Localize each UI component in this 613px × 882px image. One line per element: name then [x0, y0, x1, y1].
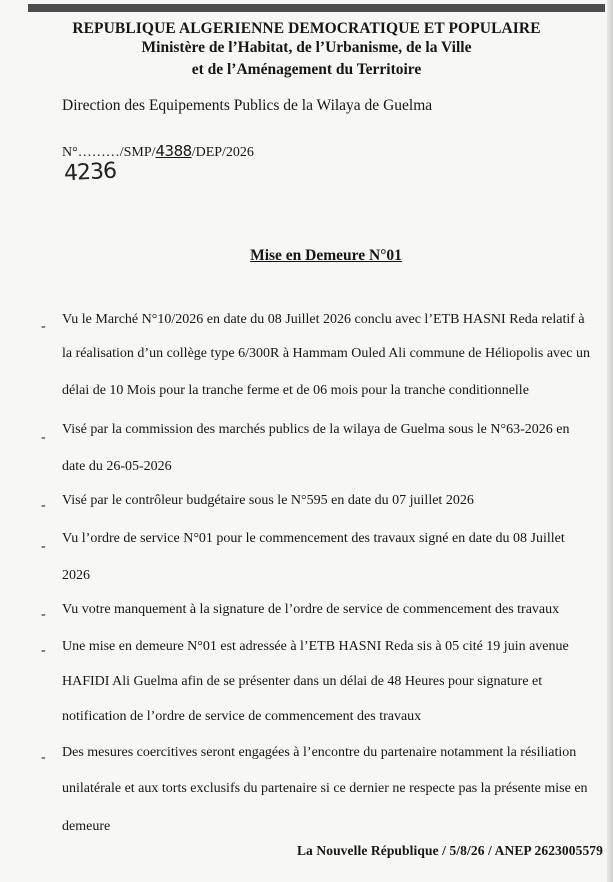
- item-line: Vu votre manquement à la signature de l’ordre de service de commencement des travaux: [62, 602, 560, 617]
- reference-suffix: /DEP/2026: [191, 145, 254, 160]
- header-republic: REPUBLIQUE ALGERIENNE DEMOCRATIQUE ET POPULAIRE: [72, 20, 541, 37]
- bullet-dash: -: [41, 643, 46, 658]
- bullet-dash: -: [41, 750, 46, 765]
- item-line: Une mise en demeure N°01 est adressée à l’ETB HASNI Reda sis à 05 cité 19 juin avenue: [62, 639, 569, 654]
- reference-prefix: N°………/SMP/: [62, 145, 156, 160]
- item-line: Visé par le contrôleur budgétaire sous le N°595 en date du 07 juillet 2026: [62, 493, 474, 508]
- item-line: HAFIDI Ali Guelma afin de se présenter dans un délai de 48 Heures pour signature et: [62, 674, 543, 689]
- item-line: notification de l’ordre de service de commencement des travaux: [62, 709, 422, 724]
- reference-handwritten-number: 4388: [155, 142, 192, 160]
- item-line: délai de 10 Mois pour la tranche ferme et de 06 mois pour la tranche conditionnelle: [62, 383, 529, 398]
- header-ministry-continued: et de l’Aménagement du Territoire: [191, 61, 422, 78]
- item-line: date du 26-05-2026: [62, 459, 172, 474]
- item-line: unilatérale et aux torts exclusifs du partenaire si ce dernier ne respecte pas la présente mise en: [62, 781, 588, 796]
- item-line: 2026: [62, 568, 90, 583]
- item-line: la réalisation d’un collège type 6/300R à Hammam Ouled Ali commune de Héliopolis avec un: [62, 346, 590, 361]
- item-line: Vu l’ordre de service N°01 pour le commencement des travaux signé en date du 08 Juillet: [62, 531, 565, 546]
- document-title: Mise en Demeure N°01: [250, 247, 402, 264]
- bullet-dash: -: [41, 498, 46, 513]
- item-line: demeure: [62, 819, 111, 834]
- reference-line: [62, 142, 254, 161]
- bullet-dash: -: [41, 539, 46, 554]
- bullet-dash: -: [41, 430, 46, 445]
- item-line: Visé par la commission des marchés publics de la wilaya de Guelma sous le N°63-2026 en: [62, 422, 570, 437]
- bullet-dash: -: [41, 319, 46, 334]
- item-line: Des mesures coercitives seront engagées à l’encontre du partenaire notamment la résiliation: [62, 745, 577, 760]
- scan-top-border: [28, 4, 605, 12]
- item-line: Vu le Marché N°10/2026 en date du 08 Juillet 2026 conclu avec l’ETB HASNI Reda relatif à: [62, 312, 585, 327]
- handwritten-annotation: 4236: [63, 158, 117, 187]
- header-ministry: Ministère de l’Habitat, de l’Urbanisme, de la Ville: [141, 39, 472, 56]
- direction-line: Direction des Equipements Publics de la Wilaya de Guelma: [62, 97, 433, 114]
- publication-footer: La Nouvelle République / 5/8/26 / ANEP 2623005579: [296, 843, 603, 858]
- scan-right-edge: [607, 0, 613, 882]
- bullet-dash: -: [41, 607, 46, 622]
